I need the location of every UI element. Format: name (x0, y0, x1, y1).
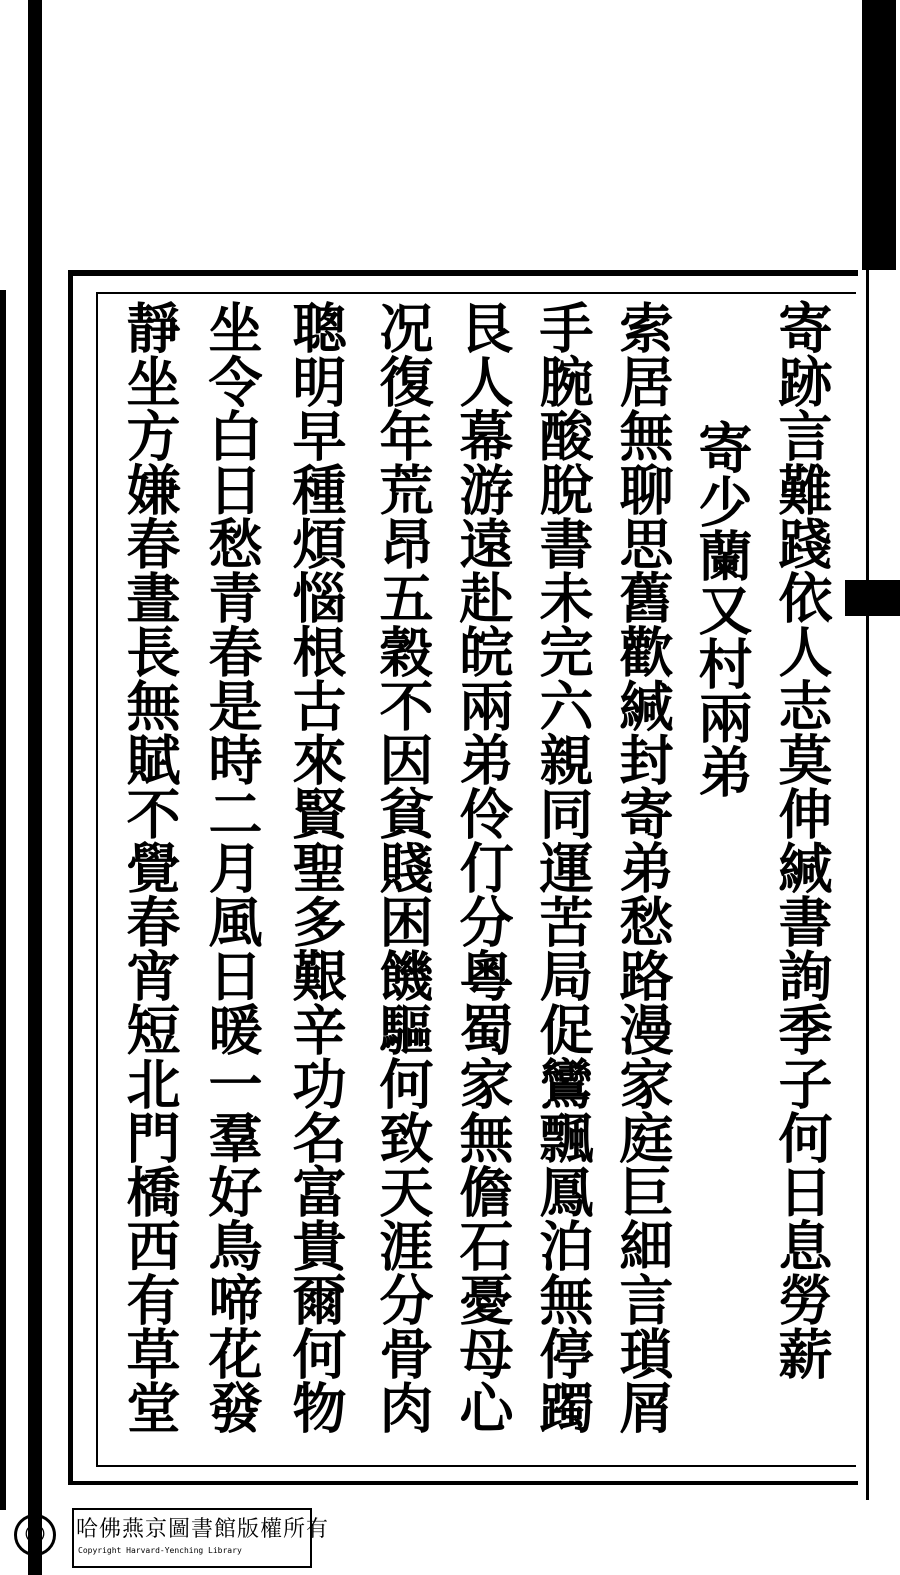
stamp-chinese-text: 哈佛燕京圖書館版權所有 (76, 1517, 330, 1542)
copyright-icon: © (14, 1514, 56, 1556)
text-column-7: 聰明早種煩惱根古來賢聖多艱辛功名富貴爾何物 (284, 300, 348, 1434)
text-column-5: 艮人幕游遠赴皖兩弟伶仃分粵蜀家無儋石憂母心 (451, 300, 515, 1434)
text-column-9: 靜坐方嫌春晝長無賦不覺春宵短北門橋西有草堂 (118, 300, 182, 1434)
text-column-3: 索居無聊思舊歡緘封寄弟愁路漫家庭巨細言瑣屑 (611, 300, 675, 1434)
page-edge-left (28, 0, 42, 1575)
page-edge-right (862, 0, 896, 270)
stamp-english-text: Copyright Harvard-Yenching Library (78, 1546, 242, 1555)
copyright-stamp (14, 1508, 330, 1568)
text-column-6: 况復年荒昂五穀不因貧賤困饑驅何致天涯分骨肉 (371, 300, 435, 1434)
text-column-1: 寄跡言難踐依人志莫伸緘書詢季子何日息勞薪 (770, 300, 834, 1380)
text-column-4: 手腕酸脫書未完六親同運苦局促鸞飄鳳泊無停躅 (531, 300, 595, 1434)
page-edge-left-thin (0, 290, 6, 1510)
poem-title-column: 寄少蘭又村兩弟 (690, 420, 754, 798)
text-column-8: 坐令白日愁青春是時二月風日暖一羣好鳥啼花發 (200, 300, 264, 1434)
page-edge-right-line (866, 270, 869, 1500)
